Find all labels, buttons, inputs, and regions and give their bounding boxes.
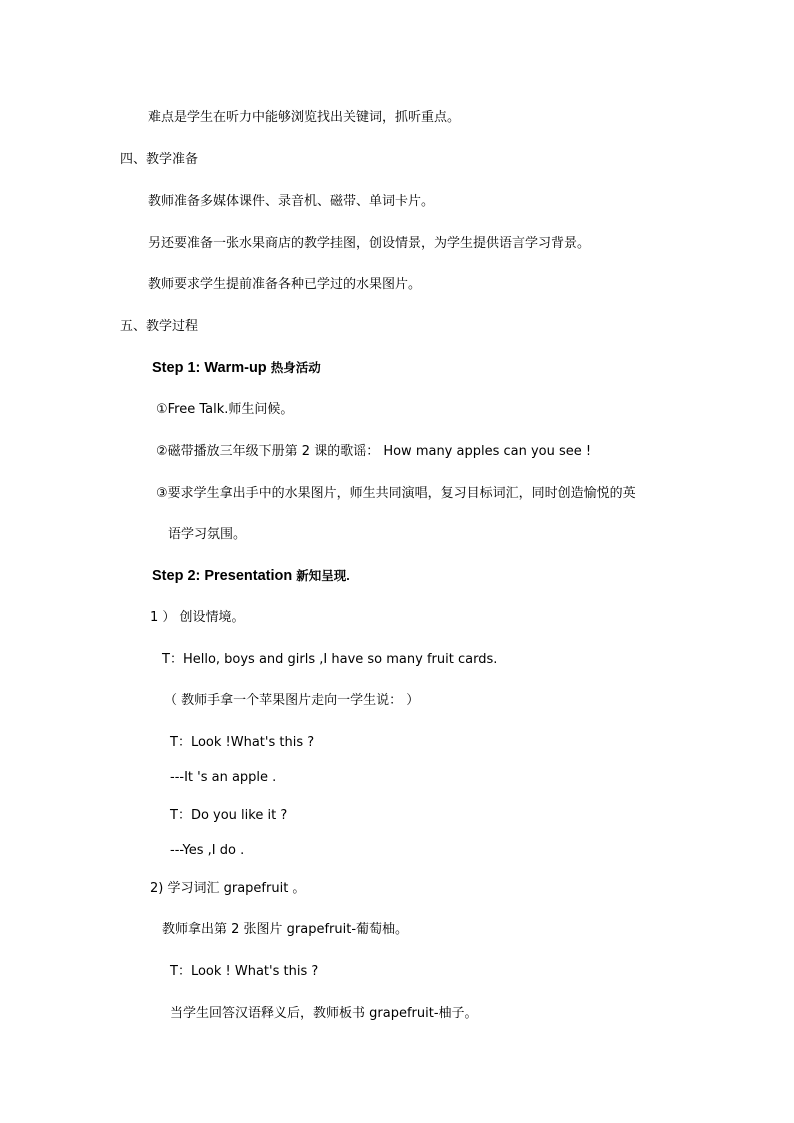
preparation-item-3: 教师要求学生提前准备各种已学过的水果图片。 — [148, 277, 422, 292]
step2-label: Step 2: Presentation — [152, 568, 297, 584]
dialogue-t-look-2: T：Look ! What's this ? — [170, 964, 319, 979]
dialogue-answer-yes: ---Yes ,I do . — [170, 843, 245, 858]
preparation-item-1: 教师准备多媒体课件、录音机、磁带、单词卡片。 — [148, 194, 435, 209]
step1-label: Step 1: Warm-up — [152, 360, 271, 376]
dialogue-t-hello: T：Hello, boys and girls ,I have so many fruit cards. — [162, 652, 498, 667]
step2-heading — [152, 567, 350, 585]
preparation-item-2: 另还要准备一张水果商店的教学挂图，创设情景，为学生提供语言学习背景。 — [148, 236, 591, 251]
teacher-shows-card: 教师拿出第 2 张图片 grapefruit-葡萄柚。 — [162, 922, 409, 937]
step2-subheading-1: 1 ） 创设情境。 — [150, 610, 245, 625]
dialogue-t-look: T：Look !What's this ? — [170, 735, 315, 750]
step2-subheading-2: 2) 学习词汇 grapefruit 。 — [150, 881, 306, 896]
teacher-writes-word: 当学生回答汉语释义后，教师板书 grapefruit-柚子。 — [170, 1006, 478, 1021]
section-heading-process: 五、教学过程 — [120, 319, 199, 334]
step1-item-1: ①Free Talk.师生问候。 — [156, 402, 294, 417]
dialogue-t-like: T：Do you like it ? — [170, 808, 288, 823]
step2-cn-label: 新知呈现. — [296, 569, 350, 583]
step1-cn-label: 热身活动 — [270, 361, 321, 375]
step1-item-3-line1: ③要求学生拿出手中的水果图片，师生共同演唱，复习目标词汇，同时创造愉悦的英 — [156, 486, 636, 501]
teacher-note: （ 教师手拿一个苹果图片走向一学生说： ） — [164, 693, 420, 708]
difficulty-text: 难点是学生在听力中能够浏览找出关键词，抓听重点。 — [148, 110, 461, 125]
step1-item-3-line2: 语学习氛围。 — [168, 527, 247, 542]
step1-heading — [152, 359, 321, 377]
section-heading-preparation: 四、教学准备 — [120, 152, 199, 167]
step1-item-2: ②磁带播放三年级下册第 2 课的歌谣： How many apples can you see ! — [156, 444, 592, 459]
dialogue-answer-apple: ---It 's an apple . — [170, 770, 277, 785]
